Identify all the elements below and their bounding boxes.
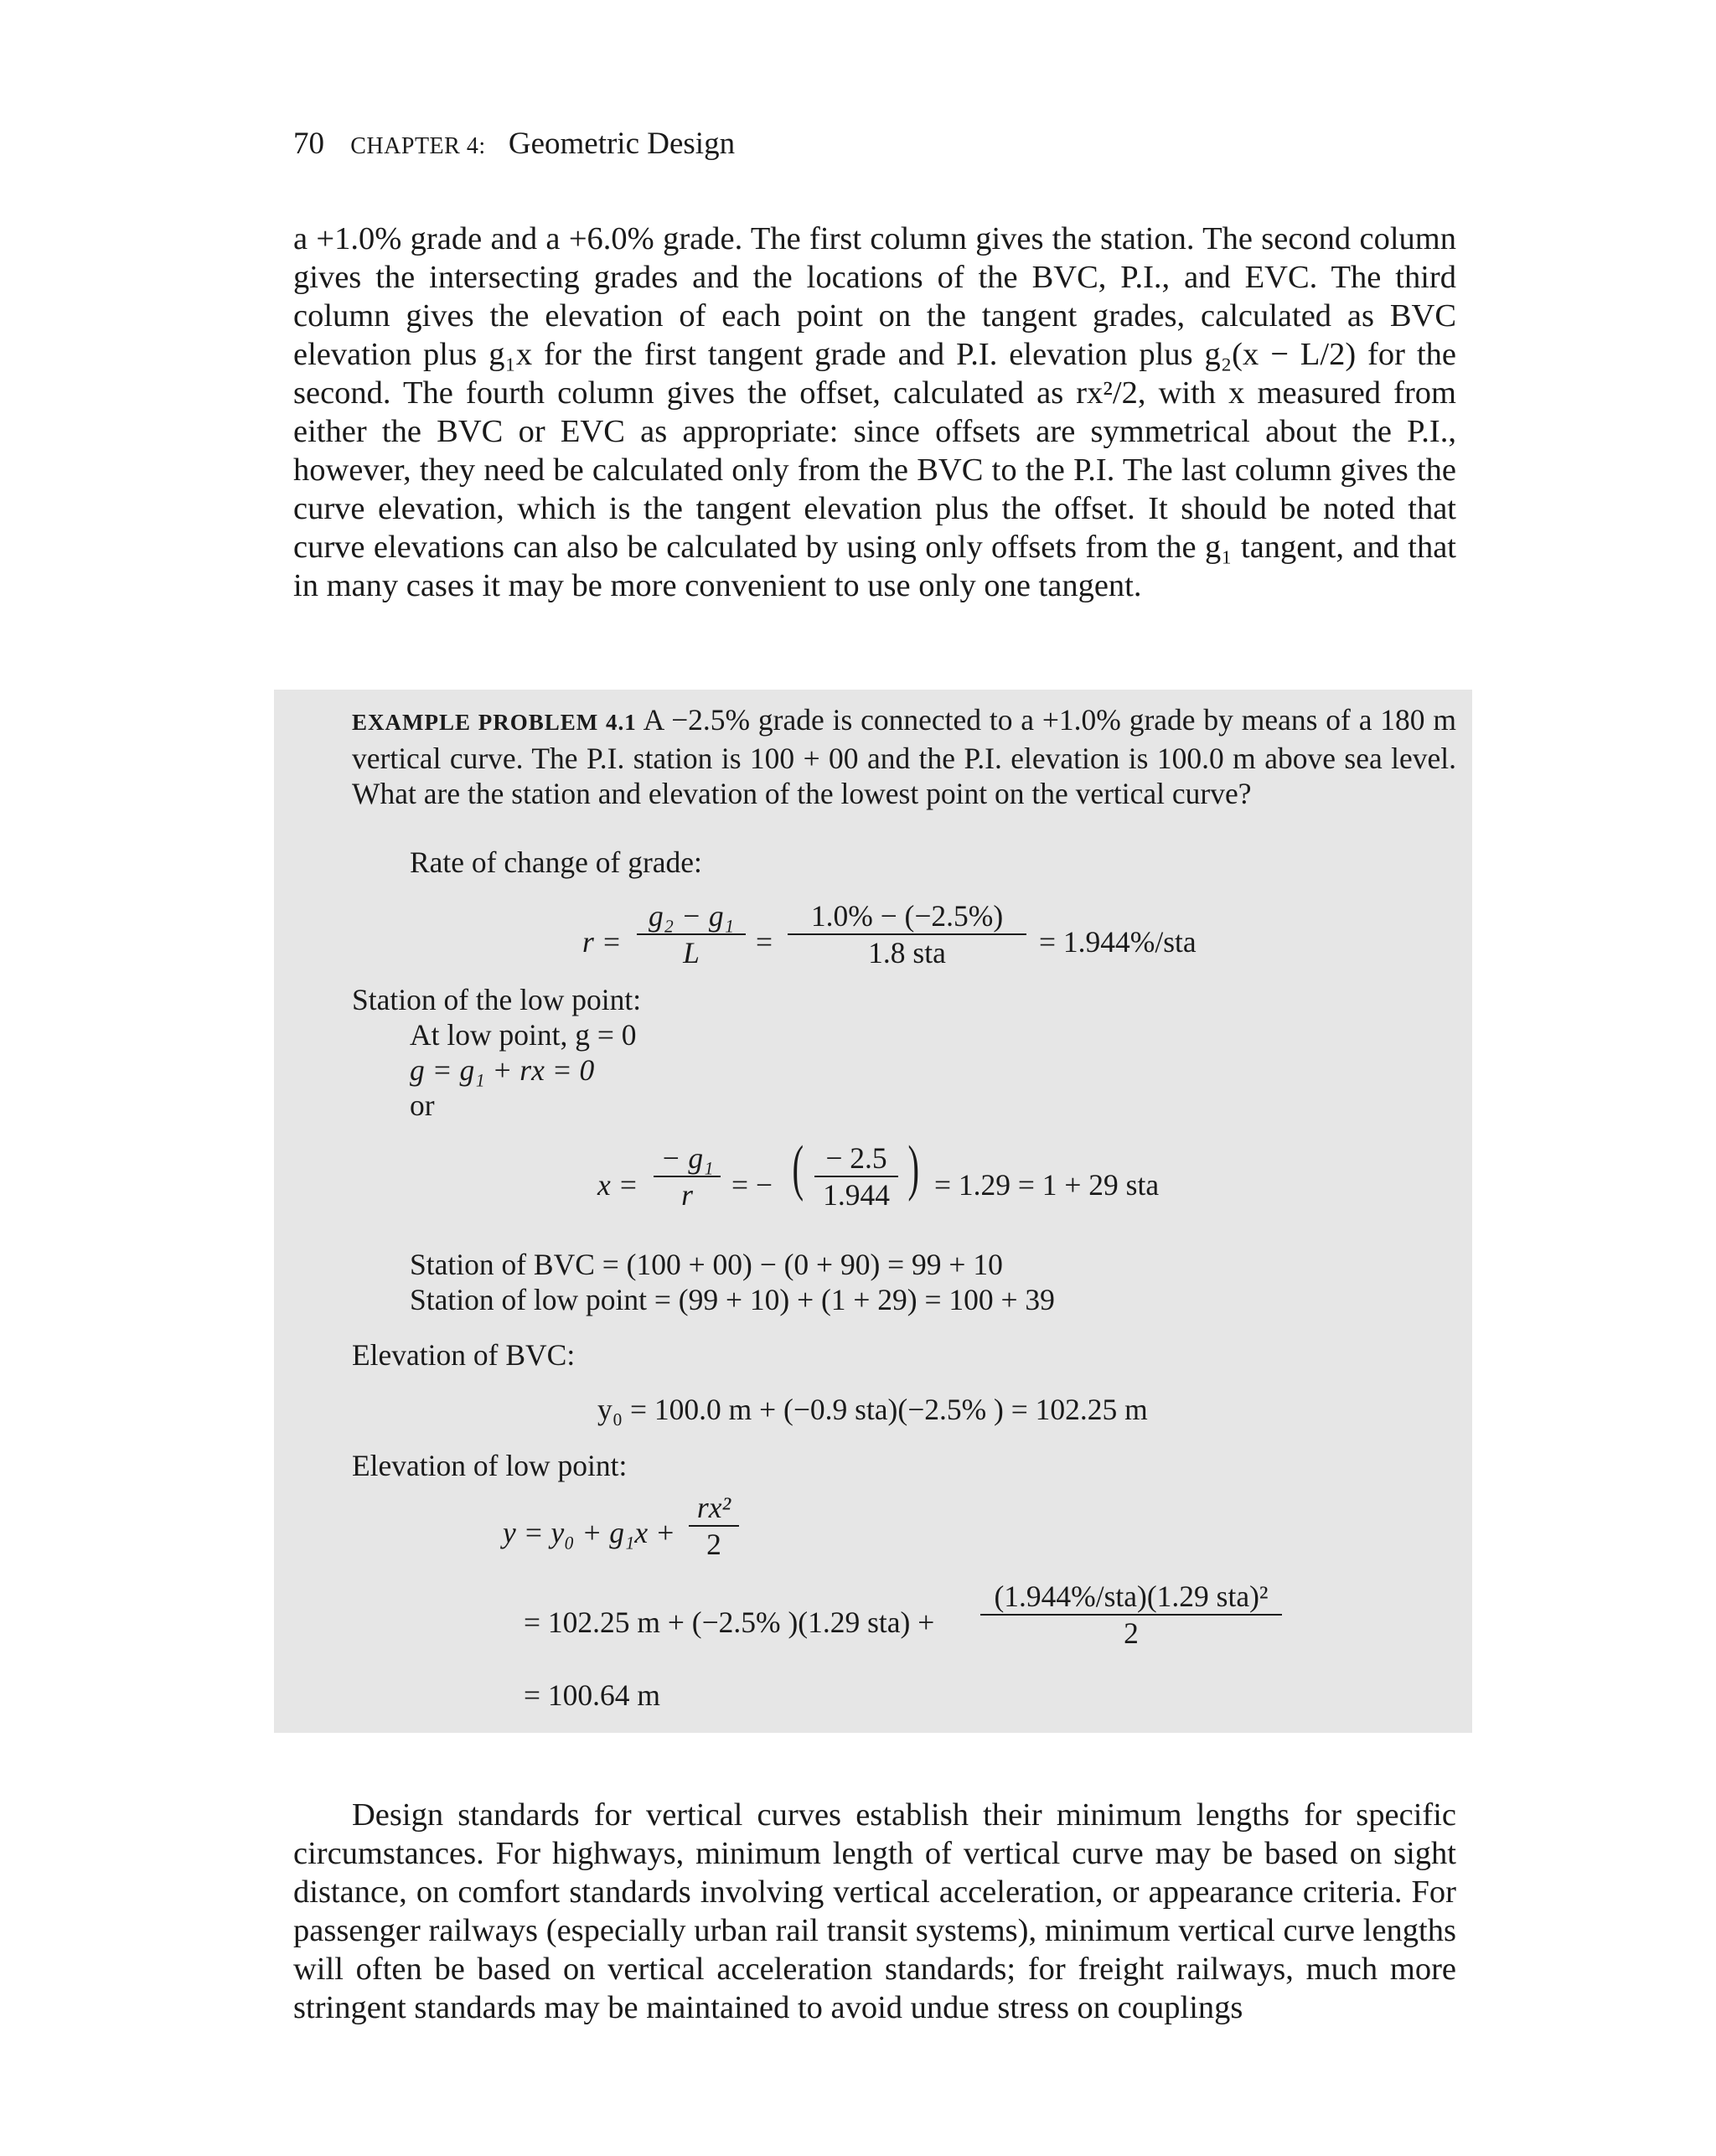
outro-text: Design standards for vertical curves establish their minimum lengths for specific circumstances. For highways, minimum length of vertical curve may be based on sight distance, on comfort standards involving vertical acceleration, or appearance criteria. For passenger railways (especially urban rail transit systems), minimum vertical curve lengths will often be based on vertical acceleration standards; for freight railways, much more stringent standards may be maintained to avoid undue stress on couplings xyxy=(293,1797,1456,2025)
x-result: = 1.29 = 1 + 29 sta xyxy=(934,1168,1160,1202)
chapter-label: CHAPTER 4: xyxy=(350,133,486,159)
r-equation-lhs: r = xyxy=(582,925,622,959)
y-line2-lhs: = 102.25 m + (−2.5% )(1.29 sta) + xyxy=(524,1605,935,1639)
r-result: = 1.944%/sta xyxy=(1039,925,1197,959)
x-numeric-numerator: − 2.5 xyxy=(825,1141,887,1175)
y-line3: = 100.64 m xyxy=(524,1678,661,1712)
r-numeric-denominator: 1.8 sta xyxy=(868,936,946,969)
x-numeric-denominator: 1.944 xyxy=(823,1178,890,1212)
y-fraction-denominator: 2 xyxy=(706,1528,721,1561)
y-line2-fraction xyxy=(980,1579,1282,1651)
x-equation-lhs: x = xyxy=(597,1168,638,1202)
example-statement xyxy=(352,702,1456,812)
x-fraction-denominator: r xyxy=(681,1178,693,1212)
or-text: or xyxy=(410,1088,435,1122)
rate-heading: Rate of change of grade: xyxy=(410,845,702,879)
x-fraction-numerator: − g₁ xyxy=(660,1141,714,1175)
low-station-line: Station of low point = (99 + 10) + (1 + 29) = 100 + 39 xyxy=(410,1283,1055,1316)
bvc-station-line: Station of BVC = (100 + 00) − (0 + 90) = 99 + 10 xyxy=(410,1248,1003,1281)
right-paren: ) xyxy=(907,1134,920,1202)
example-problem-text: A −2.5% grade is connected to a +1.0% grade by means of a 180 m vertical curve. The P.I. station is 100 + 00 and the P.I. elevation is 100.0 m above sea level. What are the station and elevation of the lowest point on the vertical curve? xyxy=(352,703,1456,810)
x-equals-minus: = − xyxy=(731,1168,773,1202)
r-fraction-numeric xyxy=(788,898,1026,970)
intro-paragraph xyxy=(293,220,1456,605)
y-fraction-numerator: rx² xyxy=(696,1491,731,1524)
y-line2-numerator: (1.944%/sta)(1.29 sta)² xyxy=(994,1580,1269,1613)
y-fraction xyxy=(689,1490,739,1562)
r-fraction-denominator: L xyxy=(683,936,700,969)
r-equals: = xyxy=(756,925,773,959)
page-number: 70 xyxy=(293,127,324,161)
x-fraction-symbolic xyxy=(654,1140,721,1212)
r-fraction-symbolic xyxy=(637,898,746,970)
left-paren: ( xyxy=(792,1134,804,1202)
elev-low-heading: Elevation of low point: xyxy=(352,1449,628,1482)
r-fraction-numerator: g₂ − g₁ xyxy=(649,899,734,933)
example-label: EXAMPLE PROBLEM 4.1 xyxy=(352,710,637,735)
r-numeric-numerator: 1.0% − (−2.5%) xyxy=(810,899,1004,933)
elev-bvc-heading: Elevation of BVC: xyxy=(352,1338,576,1372)
at-low-point: At low point, g = 0 xyxy=(410,1018,637,1052)
intro-text: a +1.0% grade and a +6.0% grade. The first column gives the station. The second column gives the intersecting grades and the locations of the BVC, P.I., and EVC. The third column gives the elevation of each point on the tangent grades, calculated as BVC elevation plus g₁x for the first tangent grade and P.I. elevation plus g₂(x − L/2) for the second. The fourth column gives the offset, calculated as rx²/2, with x measured from either the BVC or EVC as appropriate: since offsets are symmetrical about the P.I., however, they need be calculated only from the BVC to the P.I. The last column gives the curve elevation, which is the tangent elevation plus the offset. It should be noted that curve elevations can also be calculated by using only offsets from the g₁ tangent, and that in many cases it may be more convenient to use only one tangent. xyxy=(293,221,1456,603)
station-heading: Station of the low point: xyxy=(352,983,642,1016)
y-equation-lhs: y = y₀ + g₁x + xyxy=(503,1516,675,1549)
chapter-title: Geometric Design xyxy=(508,127,736,161)
y-line2-denominator: 2 xyxy=(1124,1616,1139,1650)
running-header xyxy=(293,126,735,162)
y0-equation: y₀ = 100.0 m + (−0.9 sta)(−2.5% ) = 102.25 m xyxy=(597,1393,1148,1426)
g-equation: g = g₁ + rx = 0 xyxy=(410,1053,595,1087)
x-fraction-numeric xyxy=(814,1140,898,1212)
outro-paragraph xyxy=(293,1796,1456,2027)
